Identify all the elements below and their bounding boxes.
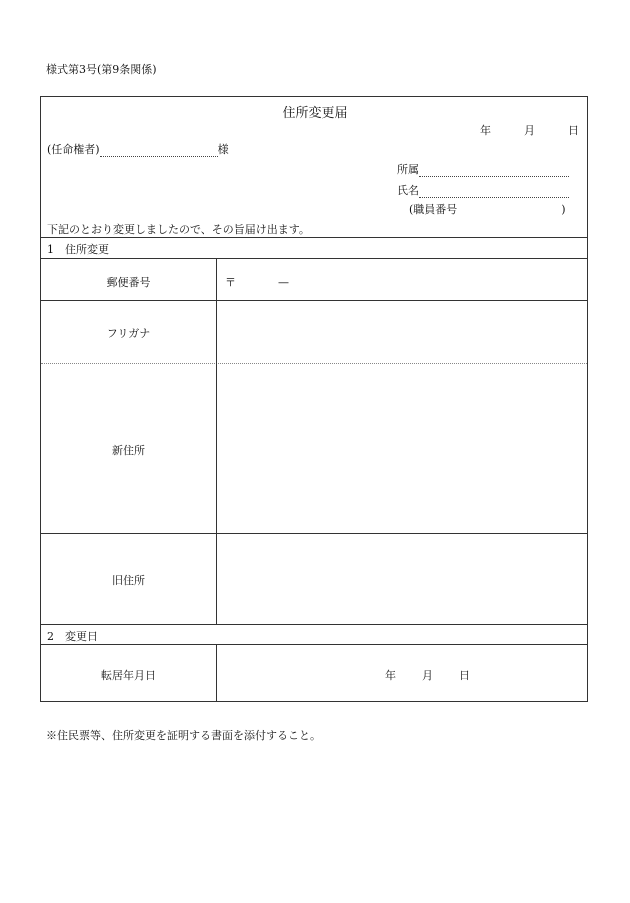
- notice-text: 下記のとおり変更しましたので、その旨届け出ます。: [47, 223, 310, 236]
- postal-mark: 〒: [225, 276, 236, 289]
- appointer-field[interactable]: [100, 144, 218, 157]
- staff-number-line[interactable]: [409, 201, 566, 217]
- rule-section2-header: [41, 644, 587, 645]
- date-month: 月: [524, 124, 535, 137]
- form-frame: [40, 96, 588, 702]
- name-line[interactable]: [397, 182, 569, 198]
- rule-section1-header: [41, 258, 587, 259]
- staff-number-open: (職員番号: [409, 203, 458, 216]
- date-year: 年: [480, 124, 491, 137]
- move-date-month: 月: [422, 669, 433, 682]
- footnote: ※住民票等、住所変更を証明する書面を添付すること。: [46, 729, 321, 742]
- old-address-label: 旧住所: [112, 574, 145, 587]
- form-number: 様式第3号(第9条関係): [46, 63, 157, 76]
- label-column-divider-2: [216, 644, 217, 702]
- postal-code-label: 郵便番号: [106, 276, 151, 289]
- new-address-label: 新住所: [112, 444, 145, 457]
- postal-code-field[interactable]: [225, 274, 289, 290]
- old-address-field[interactable]: [217, 534, 587, 623]
- postal-dash: —: [278, 276, 289, 289]
- new-address-field[interactable]: [217, 364, 587, 532]
- date-day: 日: [568, 124, 579, 137]
- appointer-prefix: (任命権者): [47, 143, 100, 156]
- appointer-suffix: 様: [217, 143, 229, 156]
- furigana-field[interactable]: [217, 301, 587, 362]
- form-title: 住所変更届: [282, 106, 348, 121]
- section2-heading: 2 変更日: [47, 630, 98, 643]
- affiliation-label: 所属: [397, 163, 419, 176]
- move-date-day: 日: [459, 669, 470, 682]
- move-date-year: 年: [385, 669, 396, 682]
- rule-section1-top: [41, 237, 587, 238]
- name-field[interactable]: [419, 185, 569, 198]
- furigana-label: フリガナ: [106, 327, 151, 340]
- move-date-field[interactable]: [385, 667, 470, 683]
- affiliation-line[interactable]: [397, 161, 569, 177]
- rule-oldaddress-bottom: [41, 624, 587, 625]
- staff-number-close: ): [561, 203, 566, 216]
- submission-date[interactable]: [480, 122, 579, 138]
- affiliation-field[interactable]: [419, 164, 569, 177]
- move-date-label: 転居年月日: [101, 669, 156, 682]
- appointer-line[interactable]: [47, 141, 229, 157]
- name-label: 氏名: [397, 184, 419, 197]
- section1-heading: 1 住所変更: [47, 243, 109, 256]
